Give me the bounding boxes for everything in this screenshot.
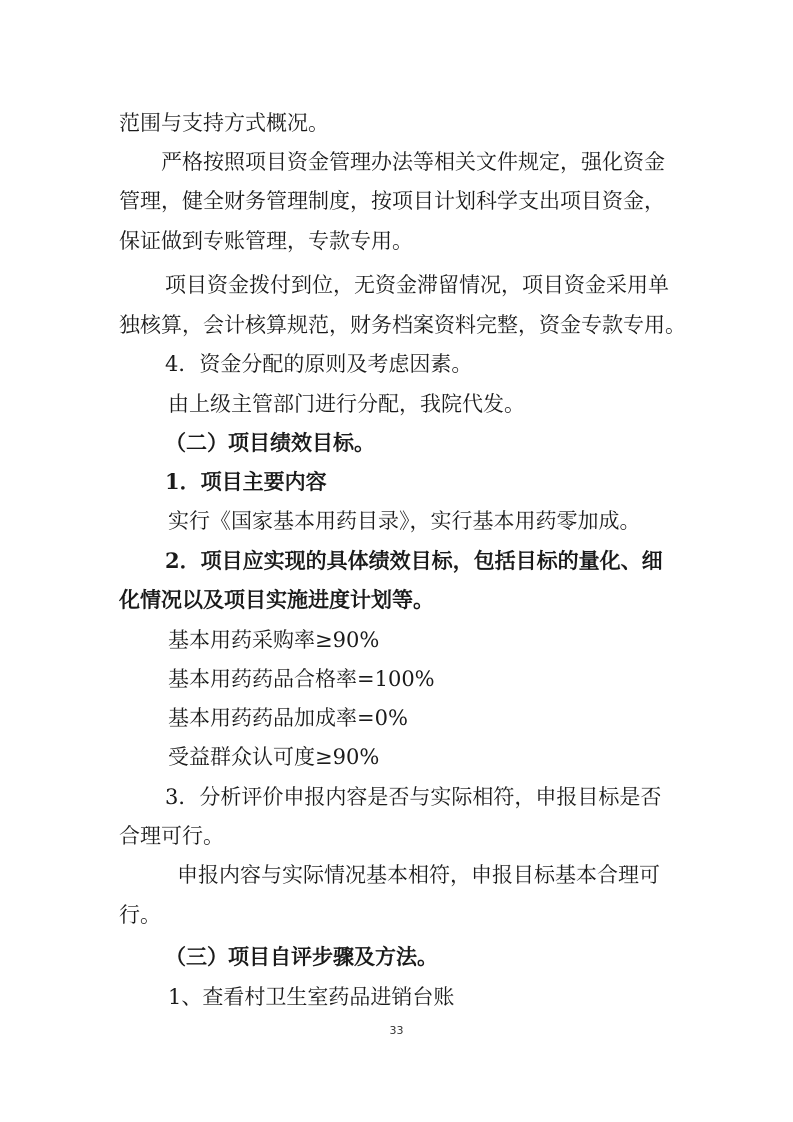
text-line: 行。	[119, 903, 161, 927]
list-heading: 3．分析评价申报内容是否与实际相符，申报目标是否	[165, 785, 662, 809]
metric-line: 基本用药药品加成率=0%	[168, 706, 408, 730]
page-number: 33	[389, 1024, 404, 1037]
subsection-heading: 1．项目主要内容	[165, 469, 327, 494]
text-line: 合理可行。	[119, 824, 224, 848]
text-line: 范围与支持方式概况。	[119, 111, 329, 135]
metric-line: 基本用药药品合格率=100%	[168, 667, 435, 691]
subsection-heading: 化情况以及项目实施进度计划等。	[119, 587, 434, 612]
text-line: 独核算，会计核算规范，财务档案资料完整，资金专款专用。	[119, 313, 686, 337]
text-line: 1、查看村卫生室药品进销台账	[168, 985, 455, 1009]
text-line: 由上级主管部门进行分配，我院代发。	[168, 392, 525, 416]
metric-line: 基本用药采购率≥90%	[168, 628, 380, 652]
text-line: 实行《国家基本用药目录》，实行基本用药零加成。	[168, 509, 641, 533]
list-heading: 4．资金分配的原则及考虑因素。	[165, 352, 473, 376]
text-line: 申报内容与实际情况基本相符，申报目标基本合理可	[177, 863, 660, 887]
subsection-heading: 2．项目应实现的具体绩效目标，包括目标的量化、细	[165, 548, 663, 573]
metric-line: 受益群众认可度≥90%	[168, 745, 380, 769]
text-line: 严格按照项目资金管理办法等相关文件规定，强化资金	[161, 150, 665, 174]
section-heading: （三）项目自评步骤及方法。	[165, 944, 438, 969]
text-line: 管理，健全财务管理制度，按项目计划科学支出项目资金，	[119, 189, 665, 213]
text-line: 保证做到专账管理，专款专用。	[119, 229, 413, 253]
text-line: 项目资金拨付到位，无资金滞留情况，项目资金采用单	[165, 273, 669, 297]
section-heading: （二）项目绩效目标。	[165, 430, 375, 455]
